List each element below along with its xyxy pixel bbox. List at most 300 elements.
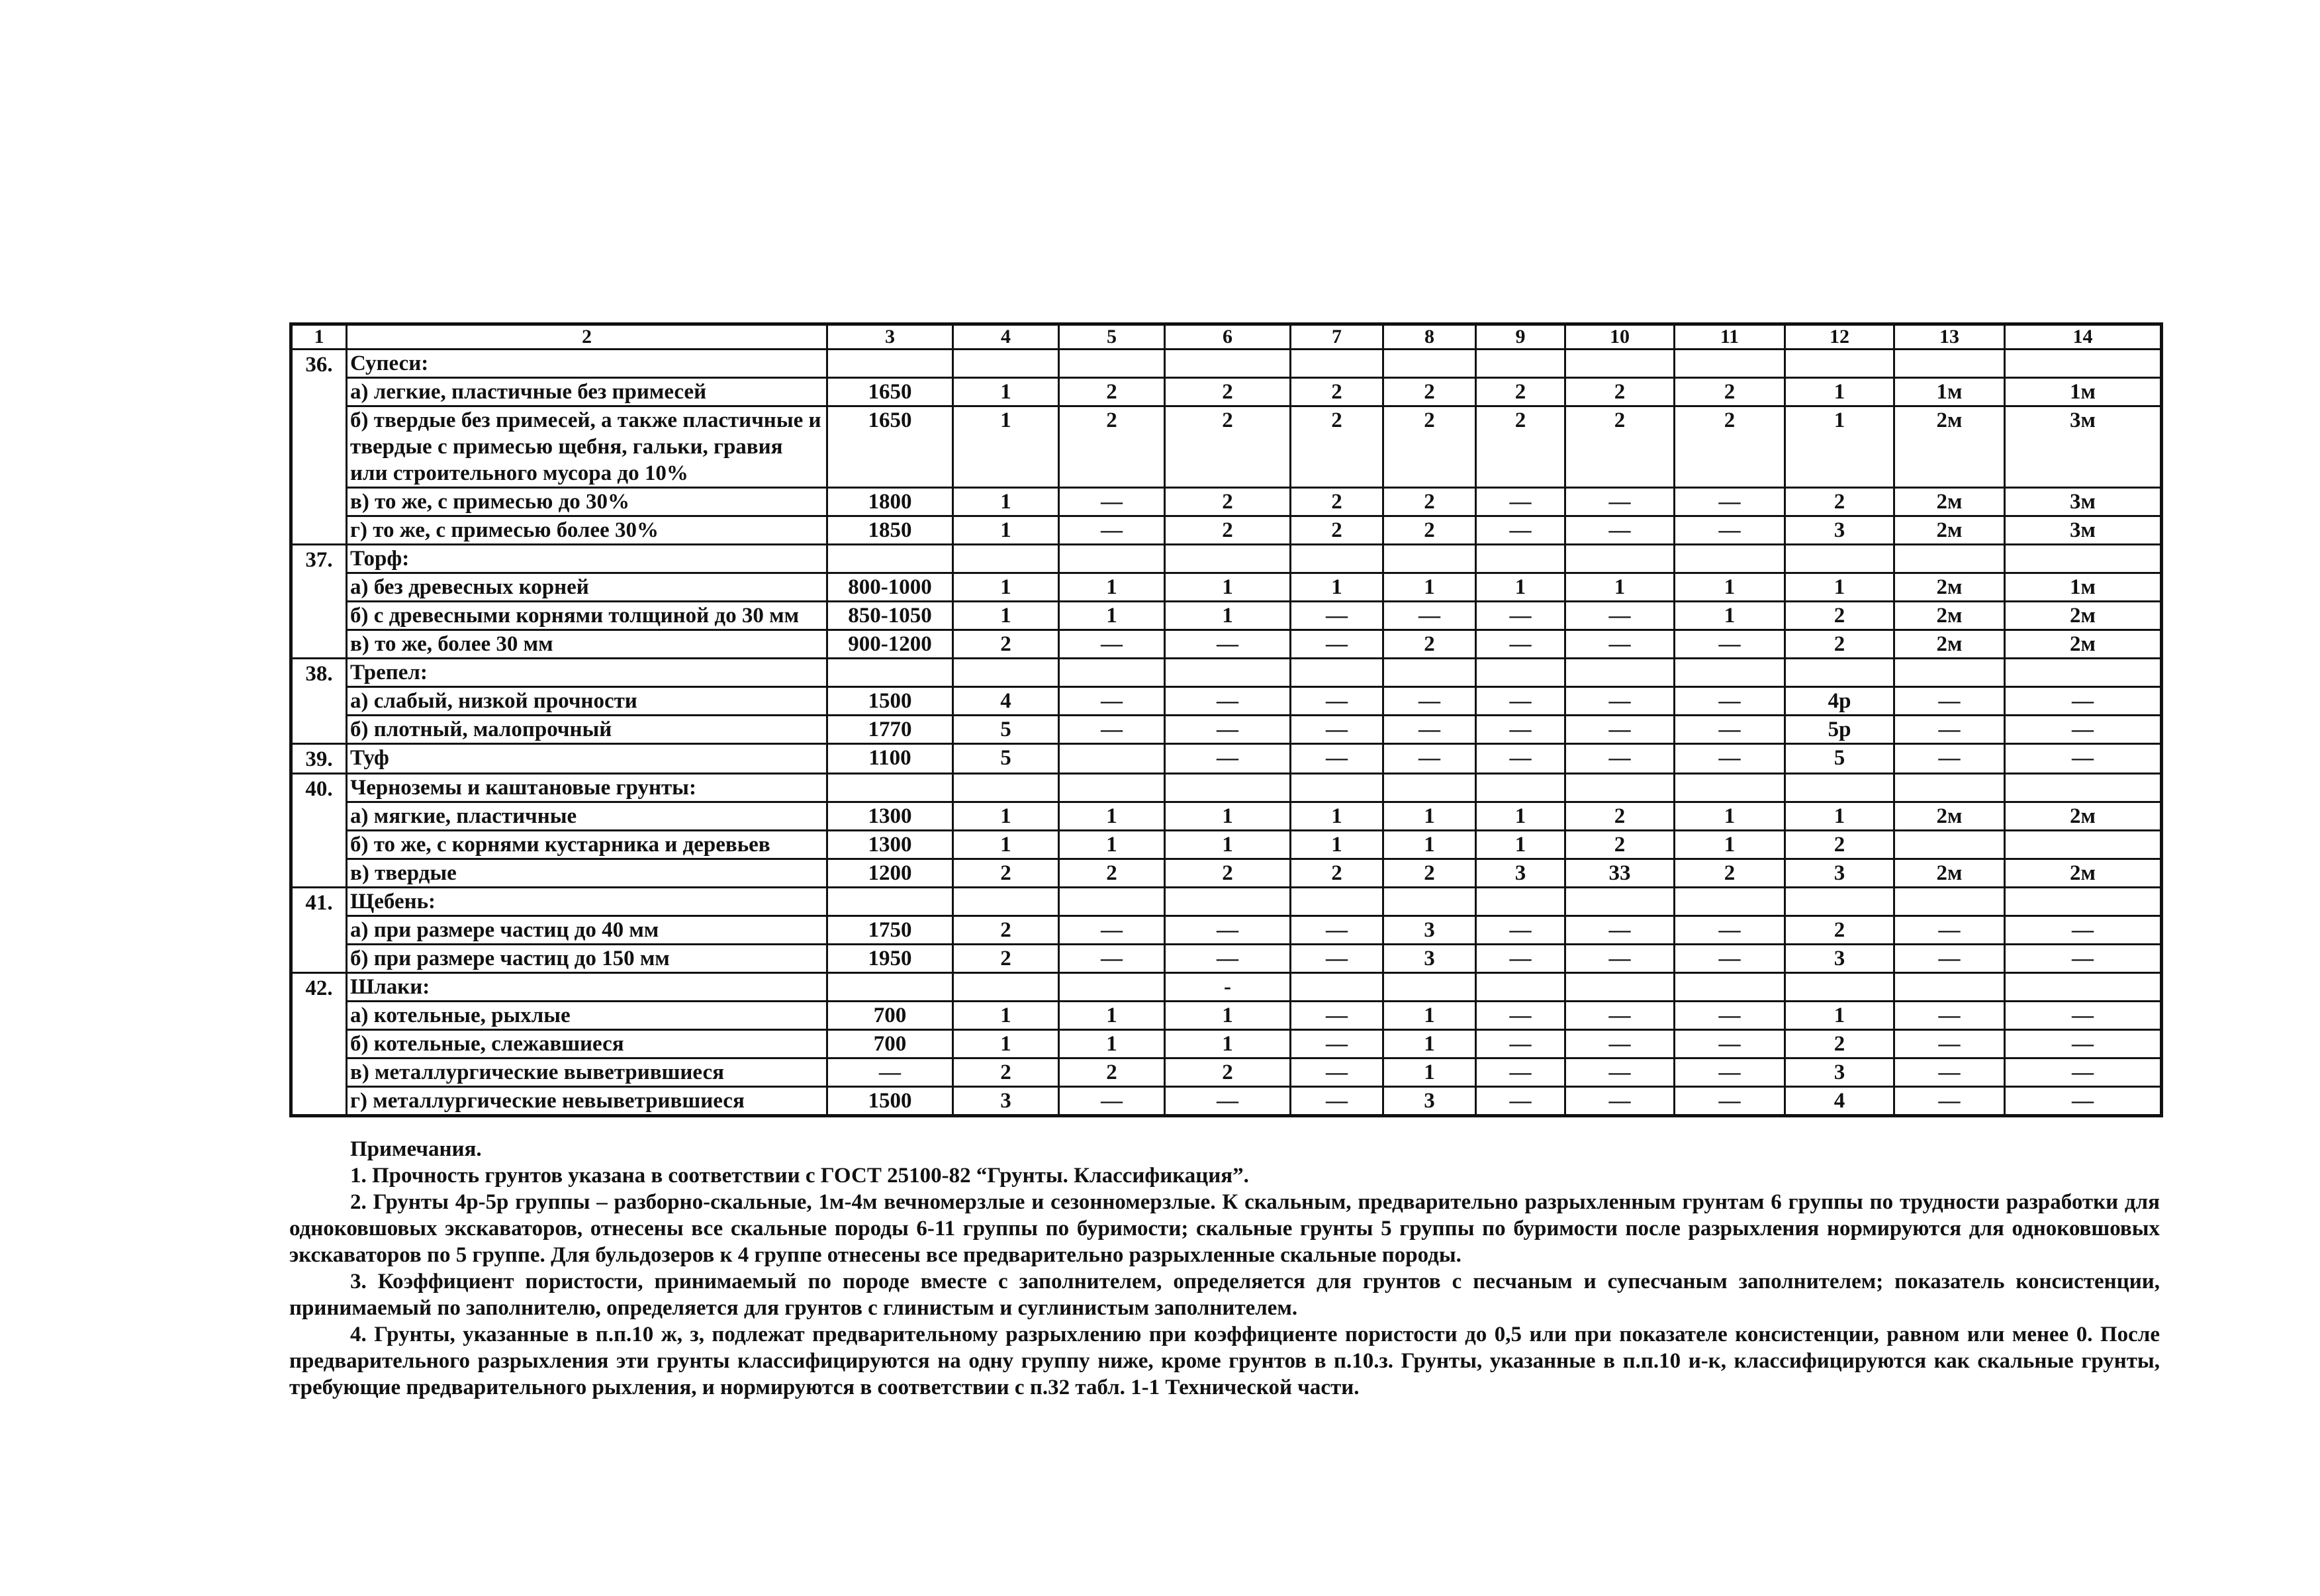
table-cell: 1	[1785, 573, 1894, 602]
table-cell: 2м	[2005, 630, 2162, 659]
table-cell: 1	[953, 573, 1059, 602]
row-number: 37.	[291, 545, 347, 659]
table-cell	[1785, 545, 1894, 573]
row-description: в) твердые	[347, 859, 827, 888]
table-cell: 1	[1059, 831, 1165, 859]
table-cell	[1565, 350, 1675, 378]
table-cell: 2м	[2005, 802, 2162, 831]
row-description: а) при размере частиц до 40 мм	[347, 916, 827, 945]
table-cell: 850-1050	[827, 602, 953, 630]
table-cell: —	[2005, 945, 2162, 973]
table-cell: 2	[1165, 488, 1291, 516]
table-cell: 5	[953, 744, 1059, 774]
table-cell: —	[2005, 1002, 2162, 1030]
table-cell	[2005, 774, 2162, 802]
table-cell: 2	[1059, 1058, 1165, 1087]
table-row	[291, 406, 2162, 488]
table-cell: 2	[1565, 802, 1675, 831]
table-cell	[1476, 545, 1565, 573]
table-cell: —	[1675, 916, 1785, 945]
column-header: 14	[2005, 324, 2162, 350]
table-cell: 2	[1165, 378, 1291, 406]
table-cell: 3	[1785, 945, 1894, 973]
table-cell: —	[1675, 687, 1785, 716]
table-cell: 1	[1059, 802, 1165, 831]
table-cell: —	[1894, 744, 2005, 774]
table-cell: 1	[1291, 802, 1383, 831]
table-cell	[1894, 774, 2005, 802]
table-cell: —	[1565, 630, 1675, 659]
column-header: 11	[1675, 324, 1785, 350]
table-cell	[1291, 545, 1383, 573]
table-cell: —	[1383, 602, 1476, 630]
table-cell: 2	[1291, 516, 1383, 545]
table-cell: 900-1200	[827, 630, 953, 659]
table-cell: 1200	[827, 859, 953, 888]
table-row	[291, 602, 2162, 630]
table-cell	[2005, 659, 2162, 687]
table-cell: 1	[1165, 602, 1291, 630]
row-number: 39.	[291, 744, 347, 774]
table-cell	[1476, 973, 1565, 1002]
table-cell	[827, 774, 953, 802]
table-cell: —	[1476, 602, 1565, 630]
column-header: 7	[1291, 324, 1383, 350]
table-cell: 1	[1675, 802, 1785, 831]
table-cell	[1894, 973, 2005, 1002]
table-cell	[1894, 888, 2005, 916]
table-group-row	[291, 744, 2162, 774]
table-cell: 2	[1675, 406, 1785, 488]
table-cell	[1476, 888, 1565, 916]
table-cell: 1	[1675, 831, 1785, 859]
table-cell	[1383, 350, 1476, 378]
group-title: Шлаки:	[347, 973, 827, 1002]
column-header: 9	[1476, 324, 1565, 350]
table-cell: 1м	[1894, 378, 2005, 406]
table-cell: 2	[953, 859, 1059, 888]
table-cell: 2	[1785, 488, 1894, 516]
table-cell	[2005, 831, 2162, 859]
table-cell	[1675, 545, 1785, 573]
table-cell: 1	[1785, 802, 1894, 831]
note-item: 4. Грунты, указанные в п.п.10 ж, з, подлежат предварительному разрыхлению при коэффициенте пористости до 0,5 или при показателе консистенции, равном или менее 0. После предварительного разрыхления эти грунты классифицируются на одну группу ниже, кроме грунтов в п.10.з. Грунты, указанные в п.п.10 и-к, классифицируются как скальные грунты, требующие предварительного рыхления, и нормируются в соответствии с п.32 табл. 1-1 Технической части.	[289, 1323, 2160, 1399]
table-cell: 2	[1565, 378, 1675, 406]
table-row	[291, 831, 2162, 859]
table-cell: 1300	[827, 802, 953, 831]
table-cell	[1565, 774, 1675, 802]
table-cell: —	[1476, 1002, 1565, 1030]
table-cell	[953, 545, 1059, 573]
table-cell	[1059, 659, 1165, 687]
table-cell: —	[1291, 945, 1383, 973]
table-cell	[1059, 774, 1165, 802]
table-cell: —	[1565, 1002, 1675, 1030]
note-item: 1. Прочность грунтов указана в соответствии с ГОСТ 25100-82 “Грунты. Классификация”.	[350, 1164, 1249, 1188]
table-cell: 1850	[827, 516, 953, 545]
table-cell	[1675, 888, 1785, 916]
table-row	[291, 630, 2162, 659]
table-cell	[1291, 888, 1383, 916]
table-cell: 1м	[2005, 573, 2162, 602]
table-cell: —	[1675, 630, 1785, 659]
row-number: 38.	[291, 659, 347, 744]
group-title: Щебень:	[347, 888, 827, 916]
table-cell: —	[1165, 916, 1291, 945]
table-cell: —	[1059, 945, 1165, 973]
table-row	[291, 859, 2162, 888]
table-cell: 3м	[2005, 406, 2162, 488]
table-cell: 2	[1785, 630, 1894, 659]
table-cell: 1	[1383, 573, 1476, 602]
table-cell: 2	[1565, 831, 1675, 859]
table-cell: 2	[953, 630, 1059, 659]
table-cell: 2	[1785, 1030, 1894, 1058]
table-cell	[1785, 774, 1894, 802]
table-cell	[1476, 774, 1565, 802]
table-cell	[1291, 973, 1383, 1002]
table-cell: 2	[1785, 602, 1894, 630]
notes-section	[289, 1136, 2160, 1401]
group-title: Черноземы и каштановые грунты:	[347, 774, 827, 802]
table-cell	[1894, 350, 2005, 378]
table-cell: 3	[953, 1087, 1059, 1116]
table-cell: —	[1675, 1002, 1785, 1030]
table-cell: —	[1165, 744, 1291, 774]
table-cell: 2	[1476, 378, 1565, 406]
table-cell	[953, 774, 1059, 802]
row-description: в) металлургические выветрившиеся	[347, 1058, 827, 1087]
table-cell: —	[1383, 716, 1476, 744]
table-cell: 2	[1165, 516, 1291, 545]
row-number: 36.	[291, 350, 347, 545]
table-cell: —	[1383, 687, 1476, 716]
table-cell: 1	[1383, 1030, 1476, 1058]
table-cell	[1383, 774, 1476, 802]
table-cell: —	[2005, 1058, 2162, 1087]
table-cell: 3	[1785, 516, 1894, 545]
table-cell	[1565, 659, 1675, 687]
table-cell: —	[1476, 1058, 1565, 1087]
table-cell	[1476, 350, 1565, 378]
table-cell: —	[1894, 1058, 2005, 1087]
table-cell: —	[1675, 744, 1785, 774]
table-cell: 1	[1059, 1002, 1165, 1030]
table-group-row	[291, 774, 2162, 802]
table-cell: 2	[1383, 859, 1476, 888]
table-cell: 1	[953, 831, 1059, 859]
table-cell	[953, 973, 1059, 1002]
table-cell: 1	[953, 406, 1059, 488]
table-cell: 2	[1165, 1058, 1291, 1087]
table-cell: —	[1675, 488, 1785, 516]
table-cell	[1785, 888, 1894, 916]
table-cell	[953, 659, 1059, 687]
table-cell: 2	[1059, 406, 1165, 488]
table-cell: 2	[1383, 378, 1476, 406]
group-title: Туф	[347, 744, 827, 774]
table-cell: —	[2005, 687, 2162, 716]
table-cell	[1675, 774, 1785, 802]
table-cell: 3м	[2005, 488, 2162, 516]
table-cell: 2	[1165, 406, 1291, 488]
table-cell: 1	[1476, 802, 1565, 831]
table-cell	[1894, 659, 2005, 687]
table-cell: —	[1476, 1087, 1565, 1116]
table-cell: 3	[1785, 859, 1894, 888]
table-cell: 2м	[1894, 630, 2005, 659]
table-cell	[1785, 350, 1894, 378]
table-cell: —	[1291, 916, 1383, 945]
table-cell: 1	[1165, 1030, 1291, 1058]
table-cell: —	[1165, 945, 1291, 973]
table-cell: —	[1165, 1087, 1291, 1116]
table-cell: —	[1476, 744, 1565, 774]
table-cell	[2005, 350, 2162, 378]
table-cell	[1291, 350, 1383, 378]
table-cell: —	[1565, 516, 1675, 545]
table-cell: 2	[1565, 406, 1675, 488]
table-cell: —	[1565, 1087, 1675, 1116]
table-cell: 2	[1383, 488, 1476, 516]
group-title: Трепел:	[347, 659, 827, 687]
table-cell	[1059, 744, 1165, 774]
table-cell: —	[1675, 716, 1785, 744]
table-cell: 2	[1291, 488, 1383, 516]
table-cell: —	[1291, 687, 1383, 716]
table-cell: —	[1059, 687, 1165, 716]
table-cell: 700	[827, 1030, 953, 1058]
table-cell: 1	[1675, 573, 1785, 602]
table-cell: —	[1476, 916, 1565, 945]
table-cell: 1770	[827, 716, 953, 744]
table-row	[291, 716, 2162, 744]
table-cell	[2005, 973, 2162, 1002]
table-cell: 4	[953, 687, 1059, 716]
table-cell: —	[1059, 516, 1165, 545]
table-group-row	[291, 350, 2162, 378]
table-cell: —	[1476, 630, 1565, 659]
group-title: Торф:	[347, 545, 827, 573]
table-cell	[1165, 545, 1291, 573]
table-row	[291, 378, 2162, 406]
table-cell: —	[1291, 1058, 1383, 1087]
column-header: 5	[1059, 324, 1165, 350]
table-cell	[1785, 659, 1894, 687]
note-item: 3. Коэффициент пористости, принимаемый по породе вместе с заполнителем, определяется для грунтов с песчаным и супесчаным заполнителем; показатель консистенции, принимаемый по заполнителю, определяется для грунтов с глинистым и суглинистым заполнителем.	[289, 1270, 2160, 1320]
table-cell: —	[1059, 488, 1165, 516]
table-cell: 2	[1675, 859, 1785, 888]
table-cell: 1	[1476, 573, 1565, 602]
table-cell: —	[1565, 602, 1675, 630]
table-cell: 2м	[1894, 602, 2005, 630]
soil-classification-table	[289, 322, 2163, 1117]
table-cell: 1500	[827, 687, 953, 716]
table-cell: —	[1476, 687, 1565, 716]
row-description: б) при размере частиц до 150 мм	[347, 945, 827, 973]
table-cell	[1565, 888, 1675, 916]
table-cell: —	[1291, 1030, 1383, 1058]
table-cell	[1675, 659, 1785, 687]
table-row	[291, 1058, 2162, 1087]
table-cell: —	[2005, 716, 2162, 744]
table-cell: —	[1675, 945, 1785, 973]
row-description: б) плотный, малопрочный	[347, 716, 827, 744]
table-cell	[953, 888, 1059, 916]
table-cell: —	[1675, 1087, 1785, 1116]
notes-title: Примечания.	[350, 1137, 482, 1161]
table-cell: —	[1565, 488, 1675, 516]
table-cell: 1	[1059, 1030, 1165, 1058]
table-cell: —	[1565, 1030, 1675, 1058]
table-cell: —	[2005, 916, 2162, 945]
table-cell: 2	[1291, 859, 1383, 888]
column-header: 1	[291, 324, 347, 350]
table-cell: 2	[1675, 378, 1785, 406]
table-cell: 1	[1785, 1002, 1894, 1030]
table-cell: —	[1675, 1030, 1785, 1058]
table-cell: —	[1476, 1030, 1565, 1058]
row-description: г) металлургические невыветрившиеся	[347, 1087, 827, 1116]
table-row	[291, 916, 2162, 945]
table-cell: —	[1675, 1058, 1785, 1087]
table-cell: —	[1476, 516, 1565, 545]
table-cell: —	[1291, 602, 1383, 630]
table-cell	[1383, 888, 1476, 916]
table-cell	[1894, 831, 2005, 859]
table-cell: 1800	[827, 488, 953, 516]
table-cell	[1383, 545, 1476, 573]
table-cell: —	[1565, 716, 1675, 744]
table-cell: 1	[1165, 573, 1291, 602]
table-cell: 800-1000	[827, 573, 953, 602]
table-cell: —	[1894, 945, 2005, 973]
table-cell: 1	[1291, 831, 1383, 859]
table-cell: 1	[1059, 602, 1165, 630]
table-cell: 2	[1291, 378, 1383, 406]
table-row	[291, 945, 2162, 973]
table-cell: 1	[953, 1030, 1059, 1058]
table-cell: 4	[1785, 1087, 1894, 1116]
table-cell: 5	[953, 716, 1059, 744]
table-cell: 1300	[827, 831, 953, 859]
table-cell	[827, 659, 953, 687]
table-cell: 2м	[1894, 488, 2005, 516]
table-cell: 3	[1476, 859, 1565, 888]
row-description: б) котельные, слежавшиеся	[347, 1030, 827, 1058]
table-cell	[827, 973, 953, 1002]
row-description: в) то же, с примесью до 30%	[347, 488, 827, 516]
table-cell: 2	[1785, 831, 1894, 859]
table-cell	[1565, 545, 1675, 573]
table-cell	[827, 350, 953, 378]
table-cell: 1	[953, 602, 1059, 630]
table-cell: 1	[953, 1002, 1059, 1030]
table-body	[291, 350, 2162, 1116]
table-cell	[1165, 888, 1291, 916]
table-cell: —	[1059, 630, 1165, 659]
table-cell: 2	[1059, 378, 1165, 406]
table-cell: 2м	[1894, 573, 2005, 602]
table-cell	[1165, 659, 1291, 687]
table-cell: 2	[1383, 630, 1476, 659]
table-cell	[1675, 350, 1785, 378]
row-description: а) мягкие, пластичные	[347, 802, 827, 831]
column-header: 12	[1785, 324, 1894, 350]
table-cell: —	[2005, 1030, 2162, 1058]
table-cell: 1	[1165, 1002, 1291, 1030]
table-cell: 2	[1785, 916, 1894, 945]
table-cell: 2м	[1894, 802, 2005, 831]
table-cell: 1	[953, 378, 1059, 406]
table-cell: —	[827, 1058, 953, 1087]
table-cell: 1650	[827, 378, 953, 406]
table-cell: —	[1894, 916, 2005, 945]
row-number: 42.	[291, 973, 347, 1116]
table-cell: —	[1165, 716, 1291, 744]
table-cell: 5	[1785, 744, 1894, 774]
table-cell: —	[1165, 630, 1291, 659]
row-description: б) то же, с корнями кустарника и деревьев	[347, 831, 827, 859]
table-cell: 1	[953, 802, 1059, 831]
row-description: г) то же, с примесью более 30%	[347, 516, 827, 545]
table-cell: —	[1291, 744, 1383, 774]
table-cell: —	[1059, 916, 1165, 945]
table-cell: —	[1894, 1030, 2005, 1058]
table-cell: 2	[1291, 406, 1383, 488]
row-number: 41.	[291, 888, 347, 973]
table-cell: 2	[953, 1058, 1059, 1087]
table-header-row	[291, 324, 2162, 350]
table-cell: 1	[1165, 831, 1291, 859]
column-header: 4	[953, 324, 1059, 350]
row-description: а) легкие, пластичные без примесей	[347, 378, 827, 406]
table-row	[291, 1030, 2162, 1058]
note-item: 2. Грунты 4р-5р группы – разборно-скальные, 1м-4м вечномерзлые и сезонномерзлые. К скальным, предварительно разрыхленным грунтам 6 группы по трудности разработки для одноковшовых экскаваторов, отнесены все скальные породы 6-11 группы по буримости; скальные грунты 5 группы по буримости после разрыхления нормируются для одноковшовых экскаваторов по 5 группе. Для бульдозеров к 4 группе отнесены все предварительно разрыхленные скальные породы.	[289, 1190, 2160, 1267]
table-cell: —	[1565, 945, 1675, 973]
row-description: б) твердые без примесей, а также пластичные и твердые с примесью щебня, гальки, гравия или строительного мусора до 10%	[347, 406, 827, 488]
table-cell: 1650	[827, 406, 953, 488]
table-cell	[827, 888, 953, 916]
table-cell	[1785, 973, 1894, 1002]
table-cell: 3	[1383, 1087, 1476, 1116]
table-row	[291, 1002, 2162, 1030]
table-cell: 1	[1383, 1002, 1476, 1030]
table-cell: 2	[1383, 516, 1476, 545]
column-header: 6	[1165, 324, 1291, 350]
table-cell: —	[1383, 744, 1476, 774]
table-row	[291, 516, 2162, 545]
table-cell: 1	[1383, 802, 1476, 831]
table-cell: 1	[1165, 802, 1291, 831]
table-cell: 1	[1785, 406, 1894, 488]
row-description: б) с древесными корнями толщиной до 30 мм	[347, 602, 827, 630]
table-cell: 1	[953, 516, 1059, 545]
table-cell: 33	[1565, 859, 1675, 888]
table-cell: 1100	[827, 744, 953, 774]
table-row	[291, 1087, 2162, 1116]
table-cell: 1	[1785, 378, 1894, 406]
row-description: а) без древесных корней	[347, 573, 827, 602]
table-row	[291, 573, 2162, 602]
table-cell: —	[1565, 1058, 1675, 1087]
table-cell: 2	[953, 945, 1059, 973]
table-cell: —	[1675, 516, 1785, 545]
table-cell: 2	[1383, 406, 1476, 488]
row-number: 40.	[291, 774, 347, 888]
table-cell: 700	[827, 1002, 953, 1030]
column-header: 8	[1383, 324, 1476, 350]
